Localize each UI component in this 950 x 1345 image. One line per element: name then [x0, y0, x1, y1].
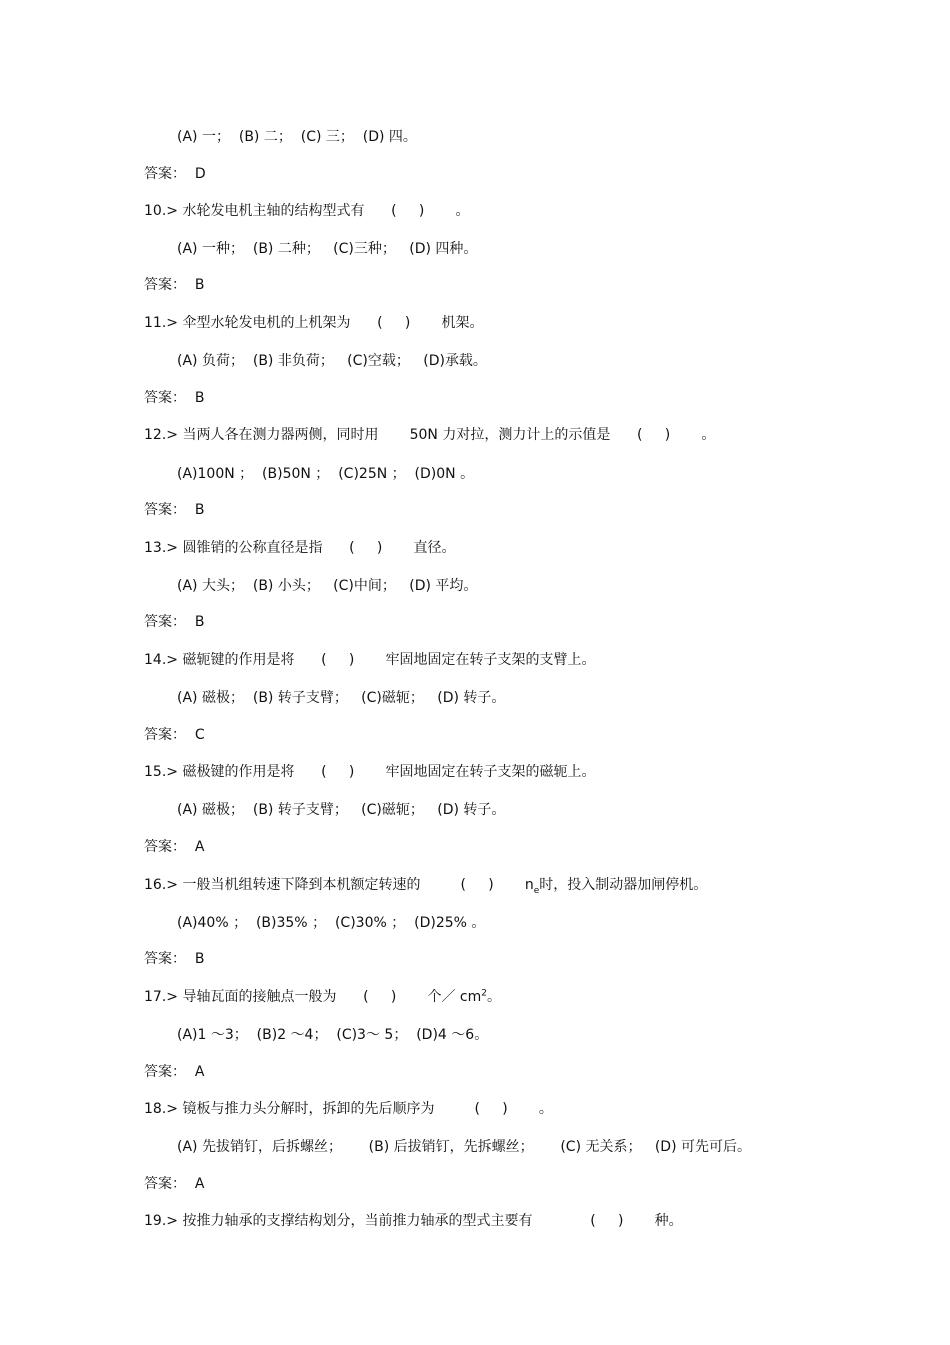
q13-options: (A) 大头； (B) 小头； (C)中间； (D) 平均。: [177, 578, 478, 594]
q16-text-b: 时，投入制动器加闸停机。: [539, 877, 708, 893]
q17-text: [144, 988, 501, 1006]
q17-answer: 答案： A: [144, 1064, 205, 1080]
q18-answer: 答案： A: [144, 1176, 205, 1192]
q17-options: (A)1 ～3； (B)2 ～4； (C)3～ 5； (D)4 ～6。: [177, 1027, 489, 1043]
q10-text: 10.> 水轮发电机主轴的结构型式有 ( ) 。: [144, 203, 470, 219]
q11-answer: 答案： B: [144, 390, 205, 406]
q11-options: (A) 负荷； (B) 非负荷； (C)空载； (D)承载。: [177, 353, 487, 369]
q16-subscript: e: [533, 885, 540, 896]
q9-options: (A) 一； (B) 二； (C) 三； (D) 四。: [177, 129, 417, 145]
q19-text: 19.> 按推力轴承的支撑结构划分，当前推力轴承的型式主要有 ( ) 种。: [144, 1213, 683, 1229]
q13-text: 13.> 圆锥销的公称直径是指 ( ) 直径。: [144, 540, 456, 556]
q16-text-a: 16.> 一般当机组转速下降到本机额定转速的 ( ) n: [144, 877, 534, 893]
q16-answer: 答案： B: [144, 951, 205, 967]
q16-options: (A)40% ； (B)35% ； (C)30% ； (D)25% 。: [177, 915, 486, 931]
q12-text: 12.> 当两人各在测力器两侧，同时用 50N 力对拉，测力计上的示值是 ( ) 。: [144, 427, 716, 443]
q12-answer: 答案： B: [144, 502, 205, 518]
q14-answer: 答案： C: [144, 727, 205, 743]
q10-options: (A) 一种； (B) 二种； (C)三种； (D) 四种。: [177, 241, 478, 257]
q13-answer: 答案： B: [144, 614, 205, 630]
q18-options: (A) 先拔销钉，后拆螺丝； (B) 后拔销钉，先拆螺丝； (C) 无关系； (D) 可先可后。: [177, 1139, 751, 1155]
q17-text-b: 。: [487, 989, 501, 1005]
q17-superscript: 2: [481, 988, 487, 999]
q14-options: (A) 磁极； (B) 转子支臂； (C)磁轭； (D) 转子。: [177, 690, 506, 706]
q16-text: [144, 876, 707, 894]
q18-text: 18.> 镜板与推力头分解时，拆卸的先后顺序为 ( ) 。: [144, 1101, 553, 1117]
q17-text-a: 17.> 导轴瓦面的接触点一般为 ( ) 个／ cm: [144, 989, 482, 1005]
q10-answer: 答案： B: [144, 277, 205, 293]
q12-options: (A)100N ； (B)50N ； (C)25N ； (D)0N 。: [177, 466, 475, 482]
q15-options: (A) 磁极； (B) 转子支臂； (C)磁轭； (D) 转子。: [177, 802, 506, 818]
q9-answer: 答案： D: [144, 166, 206, 182]
q15-answer: 答案： A: [144, 839, 205, 855]
q14-text: 14.> 磁轭键的作用是将 ( ) 牢固地固定在转子支架的支臂上。: [144, 652, 596, 668]
q15-text: 15.> 磁极键的作用是将 ( ) 牢固地固定在转子支架的磁轭上。: [144, 764, 596, 780]
q11-text: 11.> 伞型水轮发电机的上机架为 ( ) 机架。: [144, 315, 484, 331]
